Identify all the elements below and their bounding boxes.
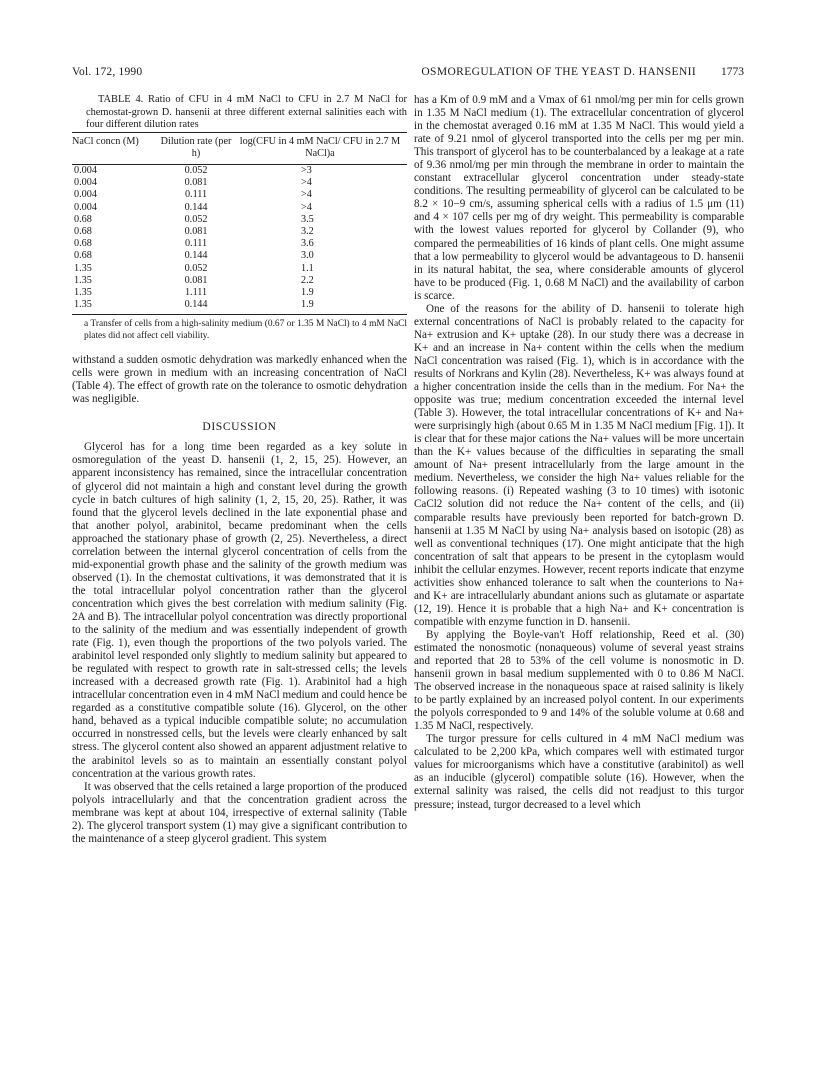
table-cell: 0.052 (184, 164, 208, 176)
column-header: Dilution rate (per h) (159, 132, 233, 164)
table-cell: 1.9 (233, 299, 407, 315)
table-row (72, 226, 407, 238)
table-cell: 0.004 (74, 189, 97, 201)
table-cell: 1.111 (184, 286, 208, 298)
right-column (414, 94, 744, 812)
running-header (421, 66, 744, 78)
table-caption: TABLE 4. Ratio of CFU in 4 mM NaCl to CFU in 2.7 M NaCl for chemostat-grown D. hansenii at three different external salinities each with four different dilution rates (86, 94, 407, 130)
table-cell: 1.9 (300, 286, 314, 298)
data-table (72, 132, 407, 316)
table-cell: 3.5 (300, 213, 314, 225)
table-cell: 0.052 (184, 262, 208, 274)
journal-volume: Vol. 172, 1990 (72, 66, 143, 78)
table-cell: 3.6 (300, 238, 314, 250)
table-body (72, 164, 407, 314)
table-cell: 0.68 (74, 213, 92, 225)
body-paragraph: has a Km of 0.9 mM and a Vmax of 61 nmol/mg per min for cells grown in 1.35 M NaCl medium (1). The extracellular concentration of glycerol in the chemostat averaged 0.16 mM at 1.35 M NaCl. This would yield a rate of 9.21 nmol of glycerol transported into the cells per mg per min. This transport of glycerol has to be counterbalanced by a leakage at a rate of 9.36 nmol/mg per min through the membrane in order to maintain the constant extracellular glycerol concentration under steady-state conditions. The resulting permeability of glycerol can be calculated to be 8.2 × 10−9 cm/s, assuming spherical cells with a radius of 1.5 μm (11) and 4 × 107 cells per mg of dry weight. This permeability is comparable with the lowest values reported for glycerol by Collander (9), who compared the permeabilities of 16 kinds of plant cells. One might assume that a low permeability to glycerol would be advantageous to D. hansenii in its natural habitat, the sea, where considerable amounts of glycerol have to be produced (Fig. 1, 0.68 M NaCl) and the availability of carbon is scarce. (414, 94, 744, 302)
table-cell: 0.68 (74, 250, 92, 262)
table-cell: 0.144 (159, 299, 233, 315)
table-cell: 2.2 (300, 274, 314, 286)
column-header: log(CFU in 4 mM NaCl/ CFU in 2.7 M NaCl)a (233, 132, 407, 164)
left-column (72, 94, 407, 846)
table-row (72, 263, 407, 275)
table-cell: 0.144 (184, 250, 208, 262)
table-header-row (72, 132, 407, 164)
table-row (72, 214, 407, 226)
body-paragraph: Glycerol has for a long time been regarded as a key solute in osmoregulation of the yeast D. hansenii (1, 2, 15, 25). However, an apparent inconsistency has remained, since the intracellular concentration of glycerol did not maintain a high and constant level during the growth cycle in batch cultures of high salinity (1, 2, 15, 20, 25). Rather, it was found that the glycerol levels declined in the late exponential phase and that another polyol, arabinitol, became predominant when the cells approached the stationary phase of growth (2, 25). Nevertheless, a direct correlation between the internal glycerol concentration of cells from the mid-exponential growth phase and the salinity of the growth medium was observed (1). In the chemostat cultivations, it was demonstrated that it is the total intracellular polyol concentration rather than the glycerol concentration which gives the best correlation with medium salinity (Fig. 2A and B). The intracellular polyol concentration was directly proportional to the salinity of the medium and was essentially independent of growth rate (Fig. 1), even though the proportions of the two polyols varied. The arabinitol level responded only slightly to medium salinity but appeared to be regulated with respect to growth rate in salt-stressed cells; the levels increased with a decreased growth rate (Fig. 1). Arabinitol had a high intracellular concentration even in 4 mM NaCl medium and could hence be regarded as a constitutive compatible solute (16). Glycerol, on the other hand, behaved as a typical inducible compatible solute; no accumulation occurred in nonstressed cells, but the levels were clearly enhanced by salt stress. The glycerol content also showed an apparent adjustment relative to the arabinitol levels so as to maintain an essentially constant polyol concentration at the various growth rates. (72, 441, 407, 780)
table-cell: 0.111 (184, 189, 208, 201)
page-header (72, 66, 744, 84)
table-cell: 1.1 (300, 262, 314, 274)
table-cell: 0.68 (74, 225, 92, 237)
table-row (72, 275, 407, 287)
table-footnote: a Transfer of cells from a high-salinity medium (0.67 or 1.35 M NaCl) to 4 mM NaCl plates did not affect cell viability. (84, 319, 407, 341)
table-cell: 1.35 (72, 299, 159, 315)
body-paragraph: One of the reasons for the ability of D. hansenii to tolerate high external concentrations of NaCl is probably related to the capacity for Na+ extrusion and K+ uptake (28). In our study there was a decrease in K+ and an increase in Na+ content within the cells when the medium NaCl concentration was raised (Fig. 1), which is in accordance with the results of Norkrans and Kylin (28). Nevertheless, K+ was always found at a higher concentration inside the cells than in the medium. For Na+ the opposite was true; medium concentration exceeded the internal level (Table 3). However, the total intracellular concentrations of K+ and Na+ were surprisingly high (about 0.65 M in 1.35 M NaCl medium [Fig. 1]). It is clear that for these major cations the Na+ values will be more uncertain than the K+ values because of the difficulties in separating the small amount of Na+ present intracellularly from the large amount in the medium. Nevertheless, we consider the high Na+ values reliable for the following reasons. (i) Repeated washing (3 to 10 times) with isotonic CaCl2 solution did not reduce the Na+ content of the cells, and (ii) comparable results have previously been reported for batch-grown D. hansenii at 1.35 M NaCl by using Na+ analysis based on isotopic (28) as well as conventional techniques (17). One might anticipate that the high concentration of salt that appears to be present in the cytoplasm would inhibit the cellular enzymes. However, recent reports indicate that enzyme activities show enhanced tolerance to salt when the counterions to Na+ and K+ are intracellularly abundant anions such as glutamate or aspartate (12, 19). Hence it is probable that a high Na+ and K+ concentration is compatible with enzyme function in D. hansenii. (414, 302, 744, 628)
section-heading: DISCUSSION (202, 420, 277, 434)
table-cell: 1.35 (74, 274, 92, 286)
table-cell: >4 (300, 189, 312, 201)
table-row (72, 250, 407, 262)
table-cell: 0.081 (184, 177, 208, 189)
table-row (72, 189, 407, 201)
table-row (72, 177, 407, 189)
running-title: OSMOREGULATION OF THE YEAST D. HANSENII (421, 66, 697, 78)
table-row (72, 164, 407, 177)
table-cell: 0.081 (184, 225, 208, 237)
table-cell: 0.144 (184, 201, 208, 213)
table-row (72, 238, 407, 250)
table-cell: 3.0 (300, 250, 314, 262)
table-cell: >4 (300, 177, 312, 189)
table-cell: 0.004 (74, 177, 97, 189)
table-row (72, 202, 407, 214)
table-cell: >4 (300, 201, 312, 213)
table-cell: 1.35 (74, 262, 92, 274)
body-paragraph: By applying the Boyle-van't Hoff relationship, Reed et al. (30) estimated the nonosmotic (nonaqueous) volume of several yeast strains and reported that 28 to 53% of the cell volume is nonosmotic in D. hansenii grown in basal medium supplemented with 0 to 0.86 M NaCl. The observed increase in the nonaqueous space at raised salinity is likely to be partly explained by an increased polyol content. In our experiments the polyols corresponded to 9 and 14% of the soluble volume at 0.68 and 1.35 M NaCl, respectively. (414, 628, 744, 733)
table-cell: 0.68 (74, 238, 92, 250)
table-cell: 0.004 (74, 164, 97, 176)
page-number: 1773 (721, 66, 744, 78)
table-row (72, 299, 407, 315)
table-cell: 0.081 (184, 274, 208, 286)
body-paragraph: It was observed that the cells retained a large proportion of the produced polyols intracellularly and that the concentration gradient across the membrane was kept at about 104, irrespective of external salinity (Table 2). The glycerol transport system (1) may give a significant contribution to the maintenance of a steep glycerol gradient. This system (72, 780, 407, 845)
body-paragraph: The turgor pressure for cells cultured in 4 mM NaCl medium was calculated to be 2,200 kPa, which compares well with estimated turgor values for microorganisms which have a constitutive (arabinitol) as well as an inducible (glycerol) compatible solute (16). However, when the external salinity was raised, the cells did not readjust to this turgor pressure; instead, turgor decreased to a level which (414, 733, 744, 811)
table-cell: 0.111 (184, 238, 208, 250)
table-cell: 0.052 (184, 213, 208, 225)
table-row (72, 287, 407, 299)
column-header: NaCl concn (M) (72, 132, 159, 164)
body-paragraph: withstand a sudden osmotic dehydration was markedly enhanced when the cells were grown in medium with an increasing concentration of NaCl (Table 4). The effect of growth rate on the tolerance to osmotic dehydration was negligible. (72, 354, 407, 406)
table-cell: 0.004 (74, 201, 97, 213)
table-cell: >3 (300, 164, 312, 176)
table-cell: 1.35 (74, 286, 92, 298)
table-cell: 3.2 (300, 225, 314, 237)
